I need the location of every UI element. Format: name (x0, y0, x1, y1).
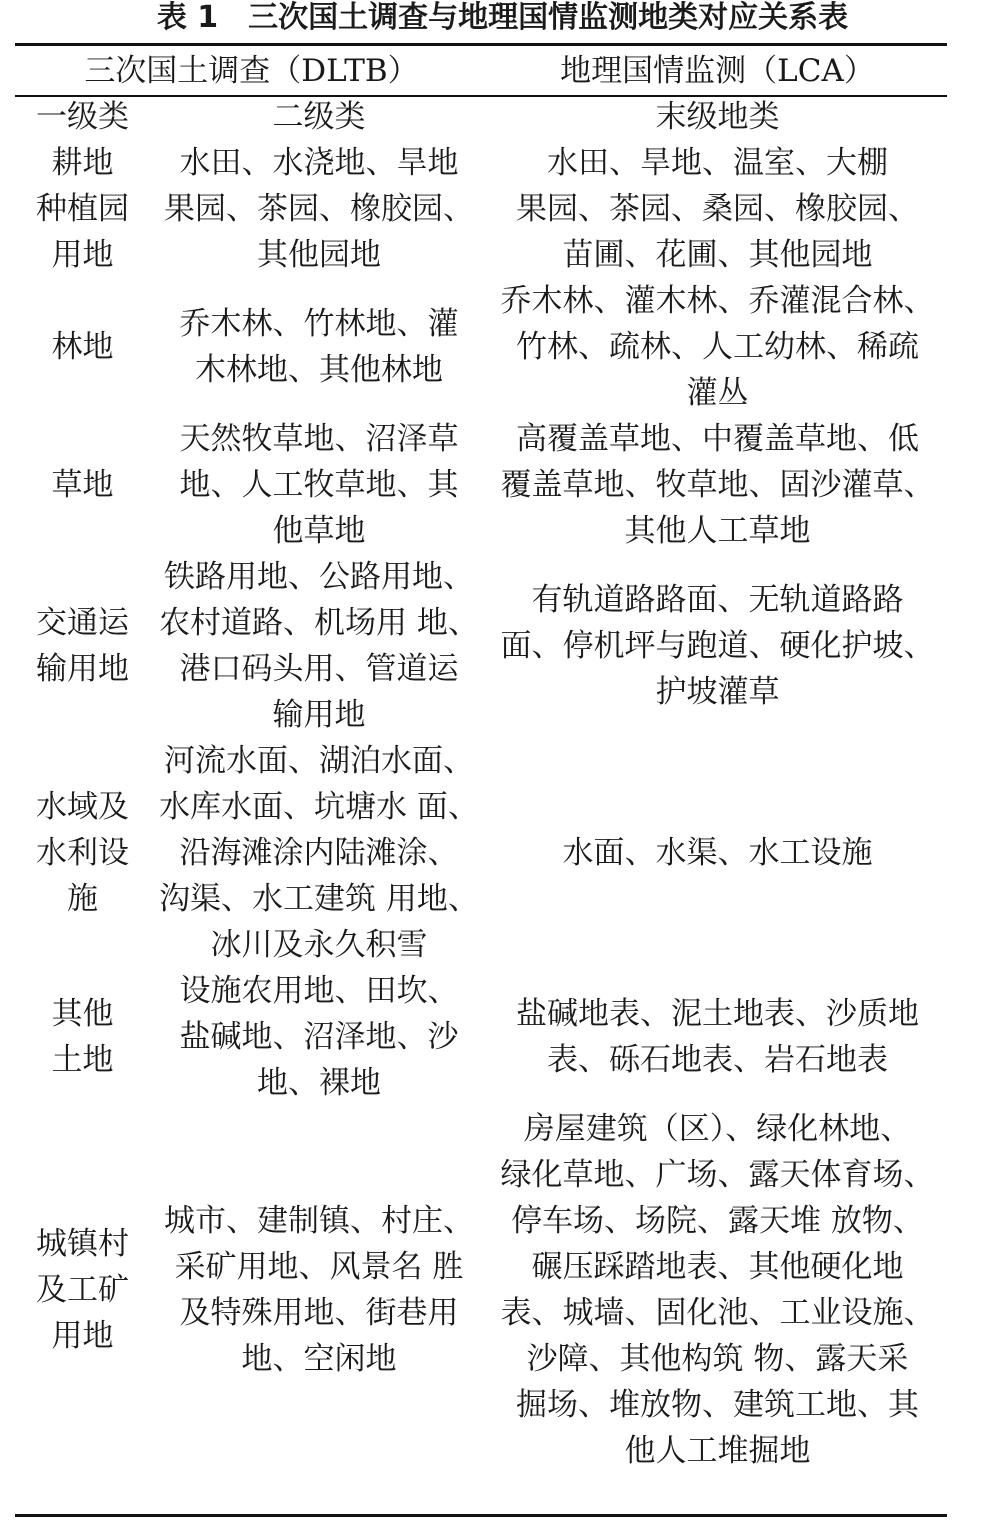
cell-final (488, 1106, 947, 1474)
cell-level2-line: 农村道路、机场用 地、 (159, 605, 479, 641)
cell-level2-line: 铁路用地、公路用地、 (164, 559, 474, 595)
group-header-rule (15, 95, 947, 97)
table-row (15, 140, 947, 186)
cell-level2 (150, 186, 488, 278)
cell-level2-line: 河流水面、湖泊水面、 (164, 743, 474, 779)
cell-level1-line: 水利设 (36, 835, 129, 871)
cell-level2 (150, 968, 488, 1106)
cell-level2 (150, 416, 488, 554)
cell-level2 (150, 278, 488, 416)
table-title: 表 1 三次国土调查与地理国情监测地类对应关系表 (156, 0, 849, 35)
cell-level1 (15, 186, 150, 278)
cell-final-line: 碾压踩踏地表、其他硬化地 (531, 1249, 904, 1285)
land-class-table (15, 48, 947, 1474)
group-header-row (15, 48, 947, 94)
cell-final-line: 沙障、其他构筑 物、露天采 (526, 1341, 909, 1377)
cell-level1-line: 其他 (51, 996, 114, 1032)
cell-final-line: 停车场、场院、露天堆 放物、 (511, 1203, 924, 1239)
cell-level2 (150, 1106, 488, 1474)
cell-final-line: 水面、水渠、水工设施 (562, 835, 873, 871)
cell-final-line: 竹林、疏林、人工幼林、稀疏 (516, 329, 919, 365)
cell-level2-line: 地、空闲地 (241, 1341, 397, 1377)
column-header-level1-line: 一级类 (36, 99, 129, 135)
cell-level2-line: 采矿用地、风景名 胜 (174, 1249, 464, 1285)
table-row (15, 738, 947, 968)
cell-level2-line: 沿海滩涂内陆滩涂、 (179, 835, 459, 871)
cell-level2 (150, 140, 488, 186)
cell-final-line: 有轨道路路面、无轨道路路 (531, 582, 904, 618)
cell-level2-line: 冰川及永久积雪 (210, 927, 428, 963)
cell-final-line: 护坡灌草 (655, 674, 780, 710)
cell-level2-line: 水田、水浇地、旱地 (179, 145, 459, 181)
cell-level1 (15, 278, 150, 416)
cell-final-line: 绿化草地、广场、露天体育场、 (500, 1157, 935, 1193)
cell-level2-line: 木林地、其他林地 (195, 352, 443, 388)
column-header-level2 (150, 94, 488, 140)
cell-level2-line: 果园、茶园、橡胶园、 (164, 191, 474, 227)
cell-final (488, 140, 947, 186)
cell-level2-line: 港口码头用、管道运 (179, 651, 459, 687)
cell-level2-line: 沟渠、水工建筑 用地、 (159, 881, 479, 917)
cell-level1-line: 城镇村 (36, 1226, 129, 1262)
cell-final-line: 高覆盖草地、中覆盖草地、低 (516, 421, 919, 457)
cell-final (488, 416, 947, 554)
cell-level1-line: 交通运 (36, 605, 129, 641)
column-header-row (15, 94, 947, 140)
cell-level2-line: 城市、建制镇、村庄、 (164, 1203, 474, 1239)
cell-level1 (15, 416, 150, 554)
cell-level2-line: 其他园地 (257, 237, 381, 273)
cell-level1-line: 施 (67, 881, 98, 917)
cell-final-line: 表、砾石地表、岩石地表 (547, 1042, 888, 1078)
group-header-dltb (15, 48, 488, 94)
group-header-dltb-line: 三次国土调查（DLTB） (84, 53, 419, 89)
cell-level1-line: 输用地 (36, 651, 129, 687)
cell-level2-line: 地、裸地 (257, 1065, 381, 1101)
cell-level2-line: 设施农用地、田坎、 (179, 973, 459, 1009)
cell-final-line: 水田、旱地、温室、大棚 (547, 145, 888, 181)
cell-level1 (15, 140, 150, 186)
cell-level1-line: 用地 (51, 237, 114, 273)
table-row (15, 416, 947, 554)
bottom-rule (15, 1514, 947, 1517)
cell-final-line: 灌丛 (686, 375, 749, 411)
table-row (15, 554, 947, 738)
cell-level2-line: 及特殊用地、街巷用 (179, 1295, 459, 1331)
cell-level2-line: 地、人工牧草地、其 (179, 467, 459, 503)
cell-level2-line: 盐碱地、沼泽地、沙 (179, 1019, 459, 1055)
cell-level1-line: 草地 (51, 467, 114, 503)
table-row (15, 186, 947, 278)
cell-final-line: 果园、茶园、桑园、橡胶园、 (516, 191, 919, 227)
cell-final (488, 278, 947, 416)
cell-level1-line: 水域及 (36, 789, 129, 825)
cell-final-line: 乔木林、灌木林、乔灌混合林、 (500, 283, 935, 319)
cell-final-line: 表、城墙、固化池、工业设施、 (500, 1295, 935, 1331)
cell-level2-line: 乔木林、竹林地、灌 (179, 306, 459, 342)
cell-level2-line: 天然牧草地、沼泽草 (179, 421, 459, 457)
cell-final (488, 186, 947, 278)
cell-level1-line: 耕地 (51, 145, 114, 181)
cell-level1 (15, 1106, 150, 1474)
cell-final-line: 苗圃、花圃、其他园地 (562, 237, 873, 273)
table-row (15, 278, 947, 416)
column-header-level2-line: 二级类 (272, 99, 366, 135)
group-header-lca-line: 地理国情监测（LCA） (560, 53, 875, 89)
cell-level2-line: 他草地 (272, 513, 366, 549)
column-header-final-line: 末级地类 (655, 99, 780, 135)
cell-level1-line: 土地 (51, 1042, 114, 1078)
top-rule (15, 43, 947, 46)
cell-level1-line: 种植园 (36, 191, 129, 227)
cell-final-line: 覆盖草地、牧草地、固沙灌草、 (500, 467, 935, 503)
group-header-lca (488, 48, 947, 94)
cell-final-line: 掘场、堆放物、建筑工地、其 (516, 1387, 919, 1423)
cell-final-line: 房屋建筑（区）、绿化林地、 (523, 1111, 912, 1147)
cell-level1-line: 及工矿 (36, 1272, 129, 1308)
cell-level2-line: 水库水面、坑塘水 面、 (159, 789, 479, 825)
column-header-level1 (15, 94, 150, 140)
cell-final (488, 554, 947, 738)
cell-level2-line: 输用地 (272, 697, 366, 733)
cell-level1 (15, 554, 150, 738)
cell-level1 (15, 738, 150, 968)
cell-final-line: 他人工堆掘地 (624, 1433, 811, 1469)
cell-final (488, 738, 947, 968)
column-header-final (488, 94, 947, 140)
cell-level1-line: 用地 (51, 1318, 114, 1354)
cell-level2 (150, 738, 488, 968)
table-row (15, 968, 947, 1106)
cell-final (488, 968, 947, 1106)
cell-level1 (15, 968, 150, 1106)
cell-level2 (150, 554, 488, 738)
table-row (15, 1106, 947, 1474)
cell-final-line: 其他人工草地 (624, 513, 811, 549)
cell-final-line: 面、停机坪与跑道、硬化护坡、 (500, 628, 935, 664)
cell-final-line: 盐碱地表、泥土地表、沙质地 (516, 996, 919, 1032)
cell-level1-line: 林地 (51, 329, 114, 365)
